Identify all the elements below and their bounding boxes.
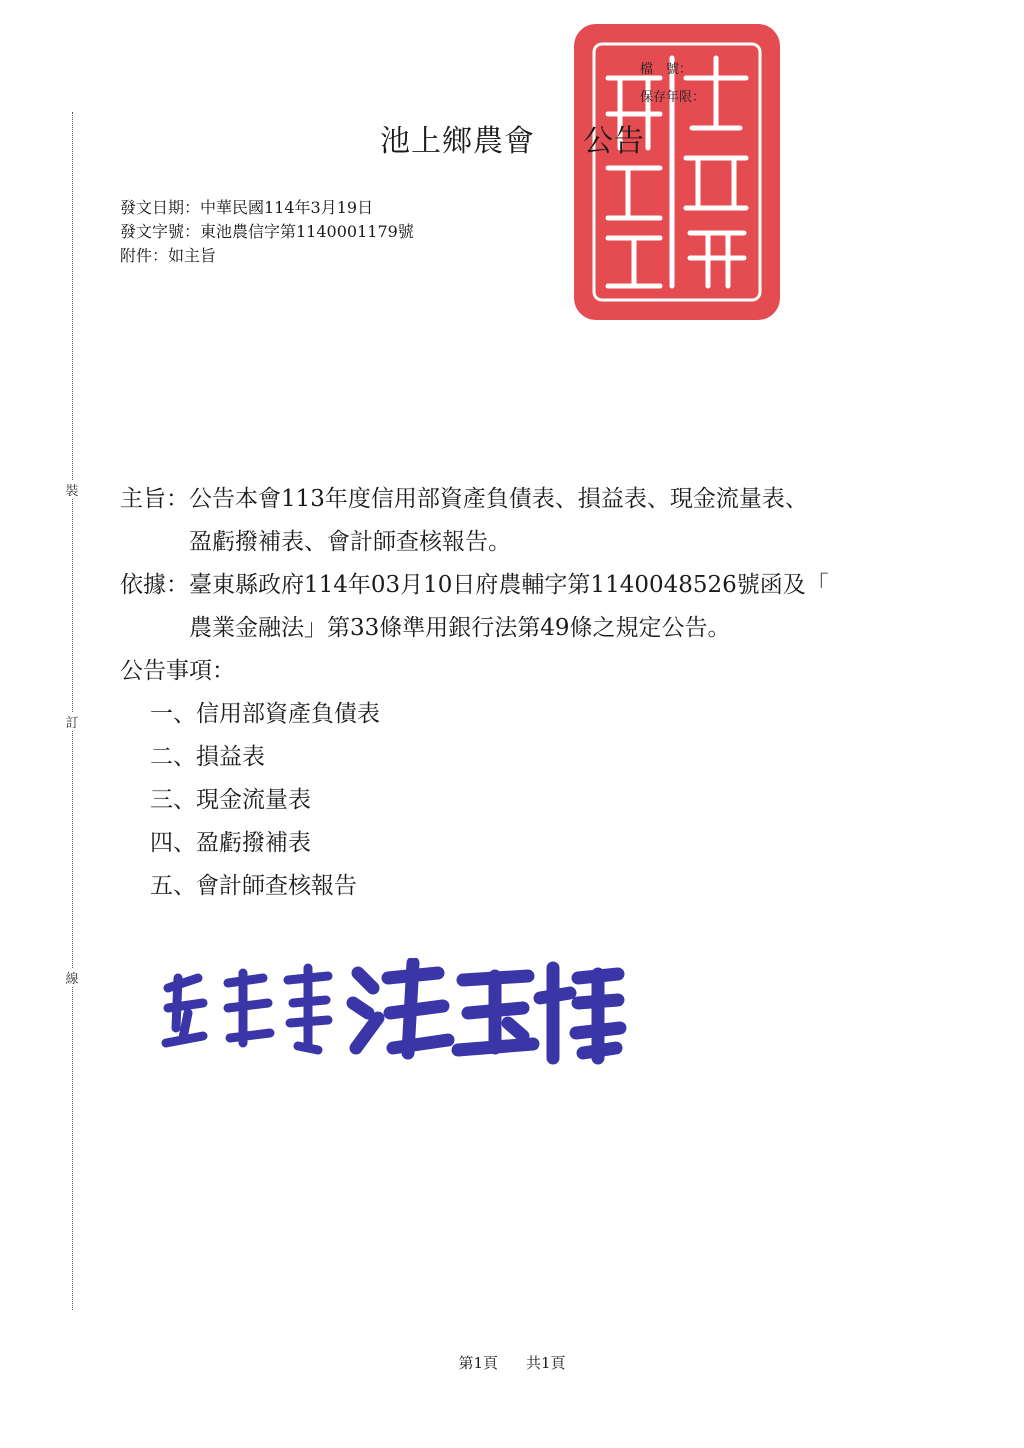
subject-paragraph [120,478,909,564]
issue-date: 發文日期：中華民國114年3月19日 [120,198,374,217]
subject-line-2: 盈虧撥補表、會計師查核報告。 [189,529,511,555]
basis-line-2: 農業金融法」第33條準用銀行法第49條之規定公告。 [189,615,731,641]
binding-char-ding: 訂 [64,712,80,731]
subject-label: 主旨： [120,486,189,512]
notice-item: 四、盈虧撥補表 [150,830,311,856]
notice-item: 三、現金流量表 [150,787,311,813]
notice-item: 二、損益表 [150,744,265,770]
subject-line-1: 公告本會113年度信用部資產負債表、損益表、現金流量表、 [189,486,808,512]
file-no-label: 檔 號： [640,62,693,77]
basis-label: 依據： [120,572,189,598]
binding-line [72,112,73,1310]
document-body [120,478,909,908]
binding-char-xian: 線 [64,968,80,987]
binding-char-zhuang: 裝 [64,480,80,499]
attachment-note: 附件：如主旨 [120,246,217,265]
page-footer [0,1352,1024,1373]
basis-line-1: 臺東縣政府114年03月10日府農輔字第1140048526號函及「 [189,572,829,598]
org-name: 池上鄉農會 [380,124,535,159]
document-meta [120,196,414,268]
notice-heading: 公告事項： [120,658,235,684]
document-title [380,116,645,160]
signature-stamp [158,958,628,1068]
notice-item: 五、會計師查核報告 [150,873,357,899]
page-total: 共1頁 [526,1354,566,1372]
basis-paragraph [120,564,909,650]
doc-type: 公告 [583,124,645,159]
archive-info [640,56,720,112]
reference-number: 發文字號：東池農信字第1140001179號 [120,222,414,241]
notice-items [150,693,909,908]
page-number: 第1頁 [458,1354,498,1372]
notice-item: 一、信用部資產負債表 [150,701,380,727]
retention-label: 保存年限： [640,90,706,105]
